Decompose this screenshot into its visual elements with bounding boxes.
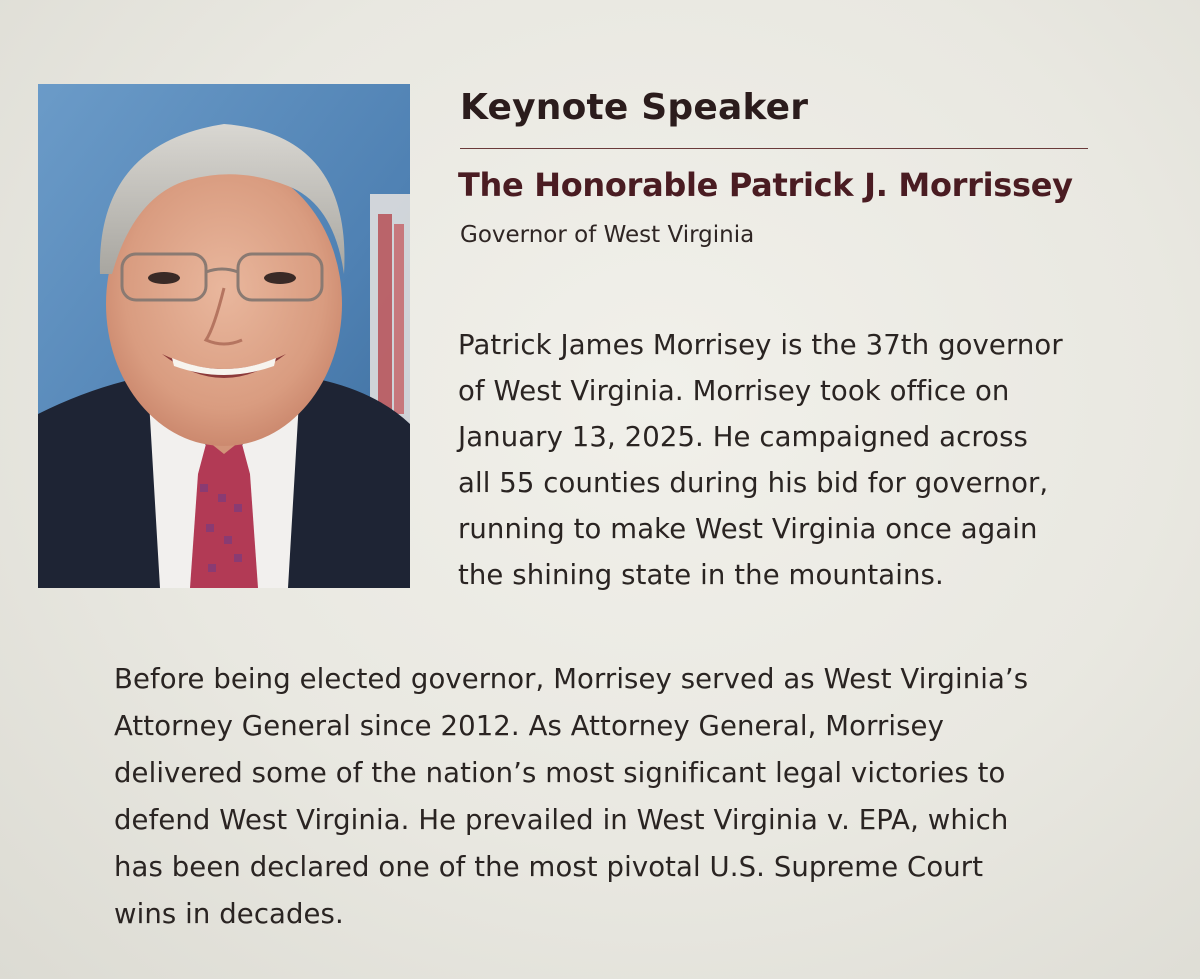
speaker-portrait-photo — [38, 84, 410, 588]
bio-line: wins in decades. — [114, 898, 344, 930]
bio-line: Attorney General since 2012. As Attorney General, Morrisey — [114, 710, 944, 742]
bio-line: Patrick James Morrisey is the 37th governor — [458, 329, 1063, 361]
bio-paragraph-1 — [458, 322, 1158, 598]
bio-paragraph-2 — [114, 656, 1174, 938]
speaker-title: Governor of West Virginia — [460, 222, 755, 248]
speaker-name: The Honorable Patrick J. Morrissey — [458, 166, 1073, 204]
bio-line: January 13, 2025. He campaigned across — [458, 421, 1028, 453]
section-label: Keynote Speaker — [460, 87, 809, 128]
heading-block — [460, 82, 1160, 134]
bio-line: all 55 counties during his bid for governor, — [458, 467, 1049, 499]
bio-line: has been declared one of the most pivotal U.S. Supreme Court — [114, 851, 984, 883]
bio-line: running to make West Virginia once again — [458, 513, 1038, 545]
bio-line: of West Virginia. Morrisey took office on — [458, 375, 1010, 407]
heading-divider — [460, 148, 1088, 149]
bio-line: delivered some of the nation’s most significant legal victories to — [114, 757, 1006, 789]
bio-line: defend West Virginia. He prevailed in West Virginia v. EPA, which — [114, 804, 1009, 836]
bio-line: Before being elected governor, Morrisey served as West Virginia’s — [114, 663, 1029, 695]
bio-line: the shining state in the mountains. — [458, 559, 944, 591]
